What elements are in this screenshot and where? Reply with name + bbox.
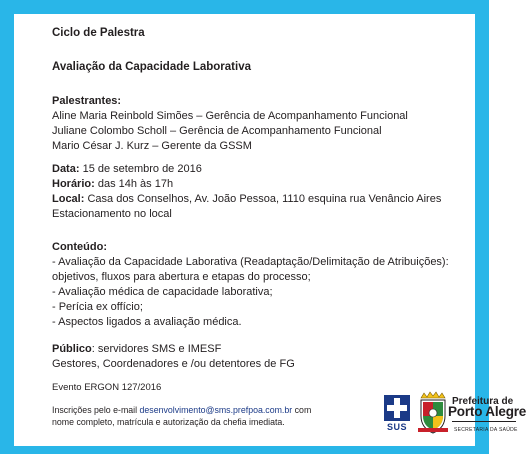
poa-logo-line1: Prefeitura de	[452, 396, 514, 407]
audience-label: Público	[52, 343, 92, 355]
sus-cross-icon	[384, 395, 410, 421]
registration-suffix: com nome completo, matrícula e autorização da chefia imediata.	[52, 405, 312, 427]
audience-row	[52, 342, 452, 357]
place-label: Local:	[52, 193, 85, 205]
contents-item: - Avaliação médica de capacidade laborativa;	[52, 286, 273, 298]
speakers-section	[52, 94, 452, 154]
audience-value: : servidores SMS e IMESF	[91, 343, 222, 355]
registration-email-link[interactable]: desenvolvimento@sms.prefpoa.com.br	[139, 405, 293, 415]
details-section	[52, 162, 452, 222]
date-label: Data:	[52, 163, 80, 175]
sus-logo-text: SUS	[386, 422, 407, 432]
poa-logo-line3: SECRETARIA DA SAÚDE	[454, 427, 518, 433]
time-row	[52, 177, 452, 192]
registration-note	[52, 404, 332, 428]
date-value: 15 de setembro de 2016	[79, 163, 202, 175]
registration-prefix: Inscrições pelo e-mail	[52, 405, 140, 415]
audience-line2: Gestores, Coordenadores e /ou detentores de FG	[52, 358, 295, 370]
contents-item: - Perícia ex offício;	[52, 301, 143, 313]
event-title: Ciclo de Palestra	[52, 27, 145, 39]
poa-logo-divider	[452, 421, 516, 422]
speaker-item: Aline Maria Reinbold Simões – Gerência de Acompanhamento Funcional	[52, 110, 408, 122]
contents-heading: Conteúdo:	[52, 241, 107, 253]
contents-item: - Avaliação da Capacidade Laborativa (Readaptação/Delimitação de Atribuições):	[52, 256, 449, 268]
speakers-heading: Palestrantes:	[52, 95, 122, 107]
poa-logo-line2: Porto Alegre	[448, 404, 526, 419]
place-value: Casa dos Conselhos, Av. João Pessoa, 1110 esquina rua Venâncio Aires	[84, 193, 442, 205]
place-row	[52, 192, 452, 207]
date-row	[52, 162, 452, 177]
audience-section	[52, 342, 452, 372]
speaker-item: Mario César J. Kurz – Gerente da GSSM	[52, 140, 252, 152]
contents-section	[52, 240, 452, 330]
speaker-item: Juliane Colombo Scholl – Gerência de Acompanhamento Funcional	[52, 125, 382, 137]
parking-note: Estacionamento no local	[52, 208, 172, 220]
event-subtitle: Avaliação da Capacidade Laborativa	[52, 61, 251, 73]
sus-logo	[382, 395, 412, 435]
evento-code: Evento ERGON 127/2016	[52, 382, 162, 393]
contents-item: - Aspectos ligados a avaliação médica.	[52, 316, 242, 328]
city-coat-of-arms-icon	[418, 392, 448, 434]
time-label: Horário:	[52, 178, 95, 190]
contents-item: objetivos, fluxos para abertura e etapas do processo;	[52, 271, 311, 283]
time-value: das 14h às 17h	[94, 178, 174, 190]
